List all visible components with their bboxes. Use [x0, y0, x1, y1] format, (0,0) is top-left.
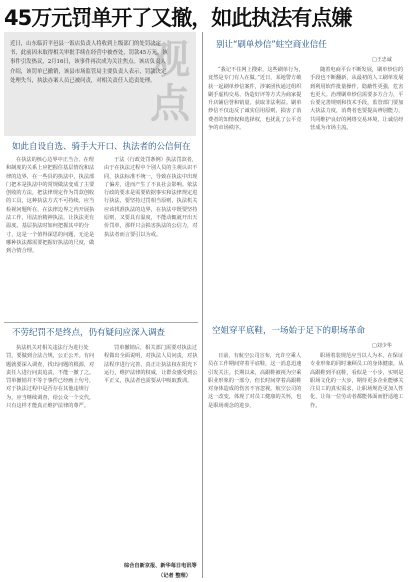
article-title: 不劳纪罚不是终点，仍有疑问应深入调查 [12, 328, 166, 338]
article-body: “我记不住网上搜索，这些刷单行为，竟然是专门有人在做。”近日，某地警方破获一起刷单炒信案件，涉案团伙通过组织刷手虚构交易、伪造好评等方式为商家提升店铺信誉和销量，获取非法利益。刷单炒信不仅违反了诚实信用原则，损害了消费者的知情权和选择权，也扰乱了公平竞争的市场秩序。 [208, 67, 304, 132]
article-column [310, 66, 406, 316]
article-column [6, 156, 98, 318]
article-body: 于法（行政处罚条例）执法罚款者，由于在执法过程中个别人员的主观认识不同，执法标准不统一，导致在执法中出现了偏差，进而产生了不良社会影响。依法行政的要求是需要依据事实和法律规定进行执法，要坚持过罚相当原则，执法机关应该找准执法的边界，在执法中既要坚持原则，又要具有温度，不能动辄就开出天价罚单，那样只会损害执法的公信力，对执法者而言要引以为戒。 [104, 157, 198, 238]
article-column [208, 66, 304, 316]
article-byline: □王忠诚 [372, 57, 392, 63]
article-column [208, 352, 304, 578]
source-credit: 综合自新京报、新华每日电讯等 [124, 563, 197, 569]
opinion-watermark: 观点 [150, 36, 190, 127]
article-title: 别让“刷单炒信”蛀空商业信任 [216, 40, 327, 50]
article-title: 空姐穿平底鞋，一场始于足下的职场革命 [212, 326, 366, 336]
section-rule [4, 322, 198, 323]
article-body: 执法机关对相关违法行为进行处罚，要做到合法合规，公正公开。有问题就要深入调查，找出问题的根源，对责任人进行问责追责，不能一撤了之。罚单撤销并不等于事件已经画上句号，对于执法过程中是否存在其他违规行为，应当继续调查，给公众一个交代，只有这样才能真正维护法律的尊严。 [6, 345, 95, 410]
article-column [310, 352, 406, 578]
article-column [104, 344, 198, 544]
column-divider [202, 32, 203, 578]
lead-paragraph: 近日，山东临沂平邑县一饭店负责人将收到上级部门的处罚决定书，此前因未取得相关审批手续在经营中被查处，罚款45万元。该事件引发热议，2月16日，该事件再次成为关注焦点。该店负责人介绍，该罚单已撤销，该县市场监管局主要负责人表示，罚款决定处理失当，执法办案人员已被问责，对相关责任人追责处理。 [10, 41, 168, 84]
article-body: 职场着装规范应当以人为本，在保证专业形象的同时兼顾员工的身体健康。从高跟鞋到平底鞋，看似是一小步，实则是职场文化的一大步，期待更多企业能够关注员工的真实需求，让职场规范更加人性化，让每一位劳动者都能体面而舒适地工作。 [310, 353, 404, 409]
article-body: 日前，有航空公司宣布，允许空乘人员在工作期间穿着平底鞋，这一消息迅速引发关注。长期以来，高跟鞋被视为空乘职业形象的一部分，但长时间穿着高跟鞋对身体造成的伤害不容忽视。航空公司的这一改变，体现了对员工健康的关怀，也是职场观念的进步。 [208, 353, 302, 409]
editor-credit: （记者 整理） [158, 573, 191, 579]
article-column [104, 156, 198, 318]
article-body: 随着电商平台不断发展，刷单炒信的手段也不断翻新，从最初的人工刷单发展到利用软件批量操作，隐蔽性更强，危害也更大。治理刷单炒信需要多方合力，平台要完善规则和技术手段，监管部门要加大执法力度，消费者也要提高辨别能力，共同维护良好的网络交易环境，让诚信经营成为市场主流。 [310, 67, 404, 132]
page-headline: 45万元罚单开了又撤，如此执法有点嫌 [4, 6, 352, 30]
article-body: 罚单撤销后，相关部门需要对执法过程做出全面说明，对执法人员问责，对执法程序进行完善，真正让执法权在阳光下运行，维护法律的权威，让群众感受到公平正义，执法者也需要从中吸取教训。 [104, 345, 198, 385]
article-body: 在执法的核心边界中正当合，在理和制度的关系上应把握住基层情况和法律的边界，在一些县的执法中，执法部门把本是执法中的常规做法变成了主要创收的方法，把法律规定作为罚款创收的工具，这种执法方式不可持续，应当检视问题所在，在法律边界之内开展执法工作，用法治精神执法，让执法更有温度。基层执法时如何把握其中的分寸，这是一个值得深思的问题，无论是哪种执法都需要把握好执法的尺度，做到合情合理。 [6, 157, 95, 255]
article-byline: □刘少华 [372, 343, 392, 349]
article-title: 如此自设自选、骑手大开口、执法者的公信何在 [12, 142, 191, 152]
article-column [6, 344, 98, 564]
